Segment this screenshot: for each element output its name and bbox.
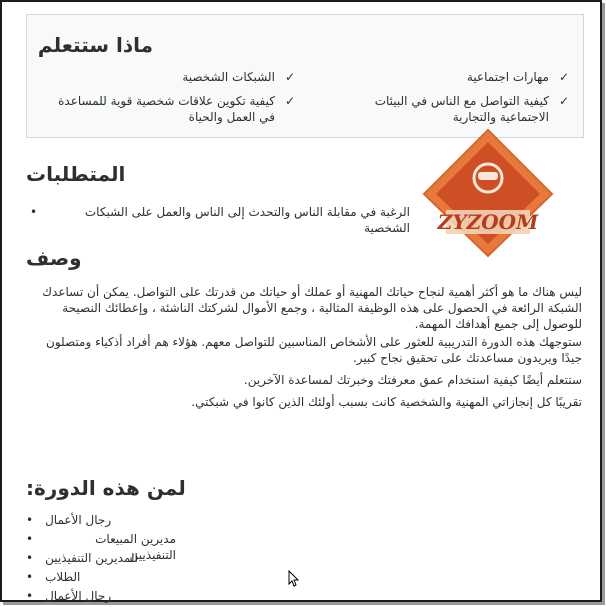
audience-item <box>26 588 176 607</box>
bullet-icon: • <box>26 570 34 584</box>
audience-text: مديرين المبيعات التنفيذيين <box>95 532 176 562</box>
bullet-icon: • <box>26 513 34 527</box>
audience-item <box>26 512 176 531</box>
learn-item <box>55 69 295 85</box>
description-paragraph: ستتعلم أيضًا كيفية استخدام عمق معرفتك وخبرتك لمساعدة الآخرين. <box>243 373 582 387</box>
description-title: وصف <box>26 246 82 270</box>
check-icon: ✓ <box>284 94 295 108</box>
audience-text: رجال الأعمال <box>45 589 112 603</box>
requirement-item <box>30 204 410 236</box>
description-paragraph: ستوجهك هذه الدورة التدريبية للعثور على الأشخاص المناسبين للتواصل معهم. هؤلاء هم أفراد أذكياء ومتصلون جيدًا ويريدون مساعدتك على تحقيق نجاح كبير. <box>46 335 582 365</box>
description-paragraph: تقريبًا كل إنجازاتي المهنية والشخصية كانت بسبب أولئك الذين كانوا في شبكتي. <box>191 395 582 409</box>
logo-text: ZYZOOM <box>437 210 539 234</box>
requirements-title: المتطلبات <box>26 162 126 186</box>
learn-item-text: كيفية تكوين علاقات شخصية قوية للمساعدة في العمل والحياة <box>58 94 275 124</box>
check-icon: ✓ <box>558 94 569 108</box>
requirement-text: الرغبة في مقابلة الناس والتحدث إلى الناس والعمل على الشبكات الشخصية <box>84 205 410 235</box>
learn-item <box>55 93 295 125</box>
bullet-icon: • <box>26 551 34 565</box>
bullet-icon: • <box>30 205 38 219</box>
audience-list <box>26 512 176 607</box>
audience-item <box>26 569 176 588</box>
check-icon: ✓ <box>284 70 295 84</box>
description-paragraph: ليس هناك ما هو أكثر أهمية لنجاح حياتك المهنية أو عملك أو حياتك من قدرتك على التواصل. يمكن أن تساعدك الشبكة الرائعة في الحصول على هذه الوظيفة المثالية ، وجمع الأموال لشركتك الناشئة ، وإعطائك النصيحة للوصول إلى جميع أهدافك المهمة. <box>42 285 582 331</box>
audience-text: رجال الأعمال <box>45 513 112 527</box>
what-you-will-learn-box <box>26 14 584 138</box>
bullet-icon: • <box>26 589 34 603</box>
zyzoom-logo <box>422 128 554 258</box>
audience-text: المديرين التنفيذيين <box>45 551 138 565</box>
bullet-icon: • <box>26 532 34 546</box>
learn-item <box>329 69 569 85</box>
audience-title: لمن هذه الدورة: <box>26 476 186 500</box>
learn-title: ماذا ستتعلم <box>37 33 153 57</box>
learn-item-text: مهارات اجتماعية <box>466 70 549 84</box>
audience-text: الطلاب <box>45 570 81 584</box>
mouse-cursor-icon <box>288 570 300 588</box>
learn-item-text: كيفية التواصل مع الناس في البيئات الاجتماعية والتجارية <box>374 94 549 124</box>
logo-emblem-visor <box>478 172 498 180</box>
check-icon: ✓ <box>558 70 569 84</box>
learn-item-text: الشبكات الشخصية <box>182 70 275 84</box>
learn-item <box>329 93 569 125</box>
